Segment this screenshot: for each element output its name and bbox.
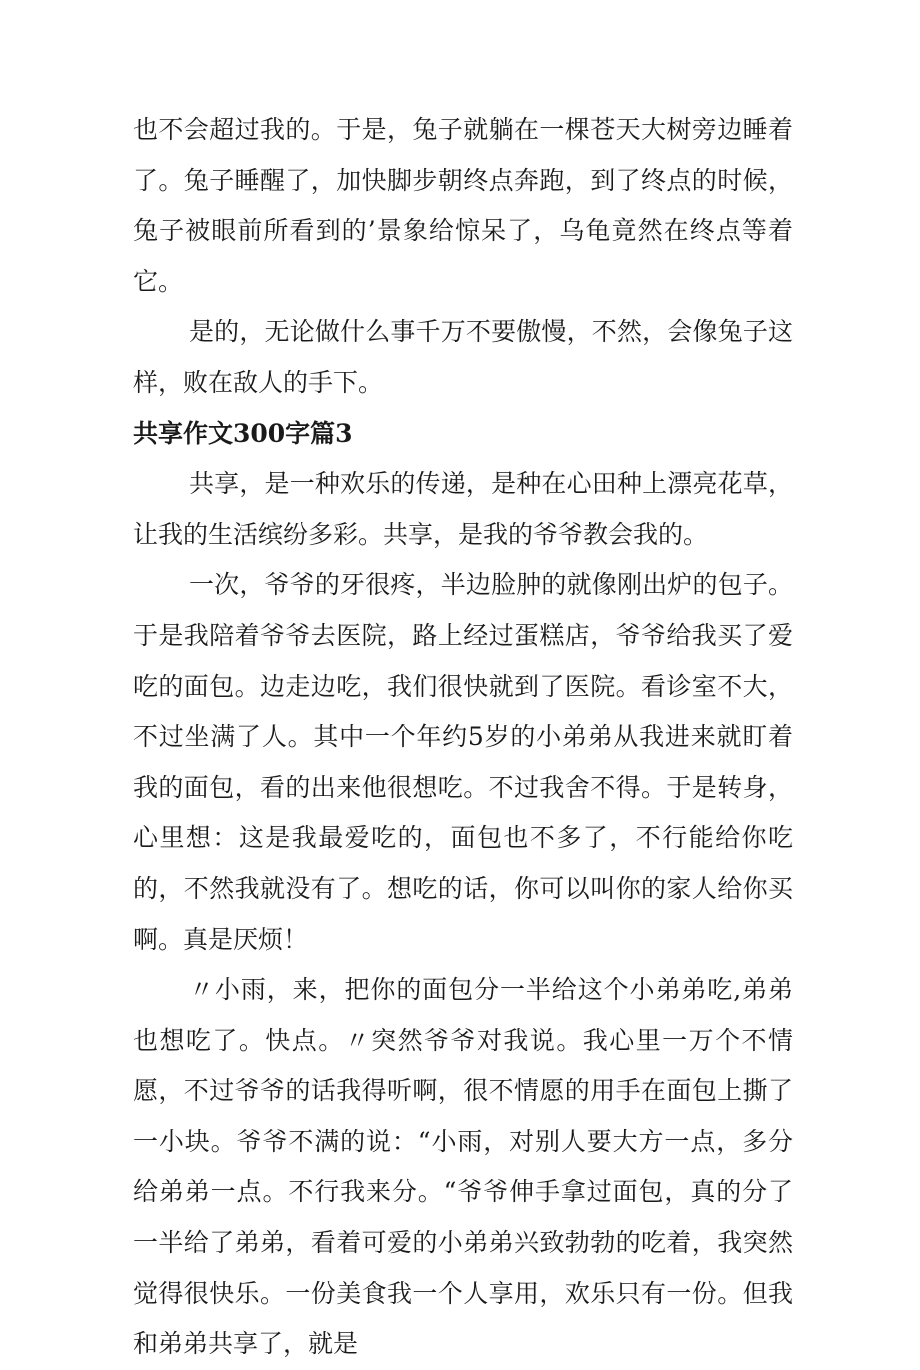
paragraph-4: 一次，爷爷的牙很疼，半边脸肿的就像刚出炉的包子。于是我陪着爷爷去医院，路上经过蛋糕店，爷爷给我买了爱吃的面包。边走边吃，我们很快就到了医院。看诊室不大，不过坐满了人。其中一个年约5岁的小弟弟从我进来就盯着我的面包，看的出来他很想吃。不过我舍不得。于是转身，心里想：这是我最爱吃的，面包也不多了，不行能给你吃的，不然我就没有了。想吃的话，你可以叫你的家人给你买啊。真是厌烦！ xyxy=(133,570,793,954)
section-heading: 共享作文300字篇3 xyxy=(133,418,353,448)
document-page xyxy=(133,105,793,1370)
paragraph-2: 是的，无论做什么事千万不要傲慢，不然，会像兔子这样，败在敌人的手下。 xyxy=(133,317,793,397)
paragraph-5: 〃小雨，来，把你的面包分一半给这个小弟弟吃,弟弟也想吃了。快点。〃突然爷爷对我说。我心里一万个不情愿，不过爷爷的话我得听啊，很不情愿的用手在面包上撕了一小块。爷爷不满的说：“小雨，对别人要大方一点，多分给弟弟一点。不行我来分。“爷爷伸手拿过面包，真的分了一半给了弟弟，看着可爱的小弟弟兴致勃勃的吃着，我突然觉得很快乐。一份美食我一个人享用，欢乐只有一份。但我和弟弟共享了，就是 xyxy=(133,975,793,1359)
paragraph-1: 也不会超过我的。于是，兔子就躺在一棵苍天大树旁边睡着了。兔子睡醒了，加快脚步朝终点奔跑，到了终点的时候，兔子被眼前所看到的’景象给惊呆了，乌龟竟然在终点等着它。 xyxy=(133,115,793,296)
paragraph-3: 共享，是一种欢乐的传递，是种在心田种上漂亮花草，让我的生活缤纷多彩。共享，是我的爷爷教会我的。 xyxy=(133,469,793,549)
